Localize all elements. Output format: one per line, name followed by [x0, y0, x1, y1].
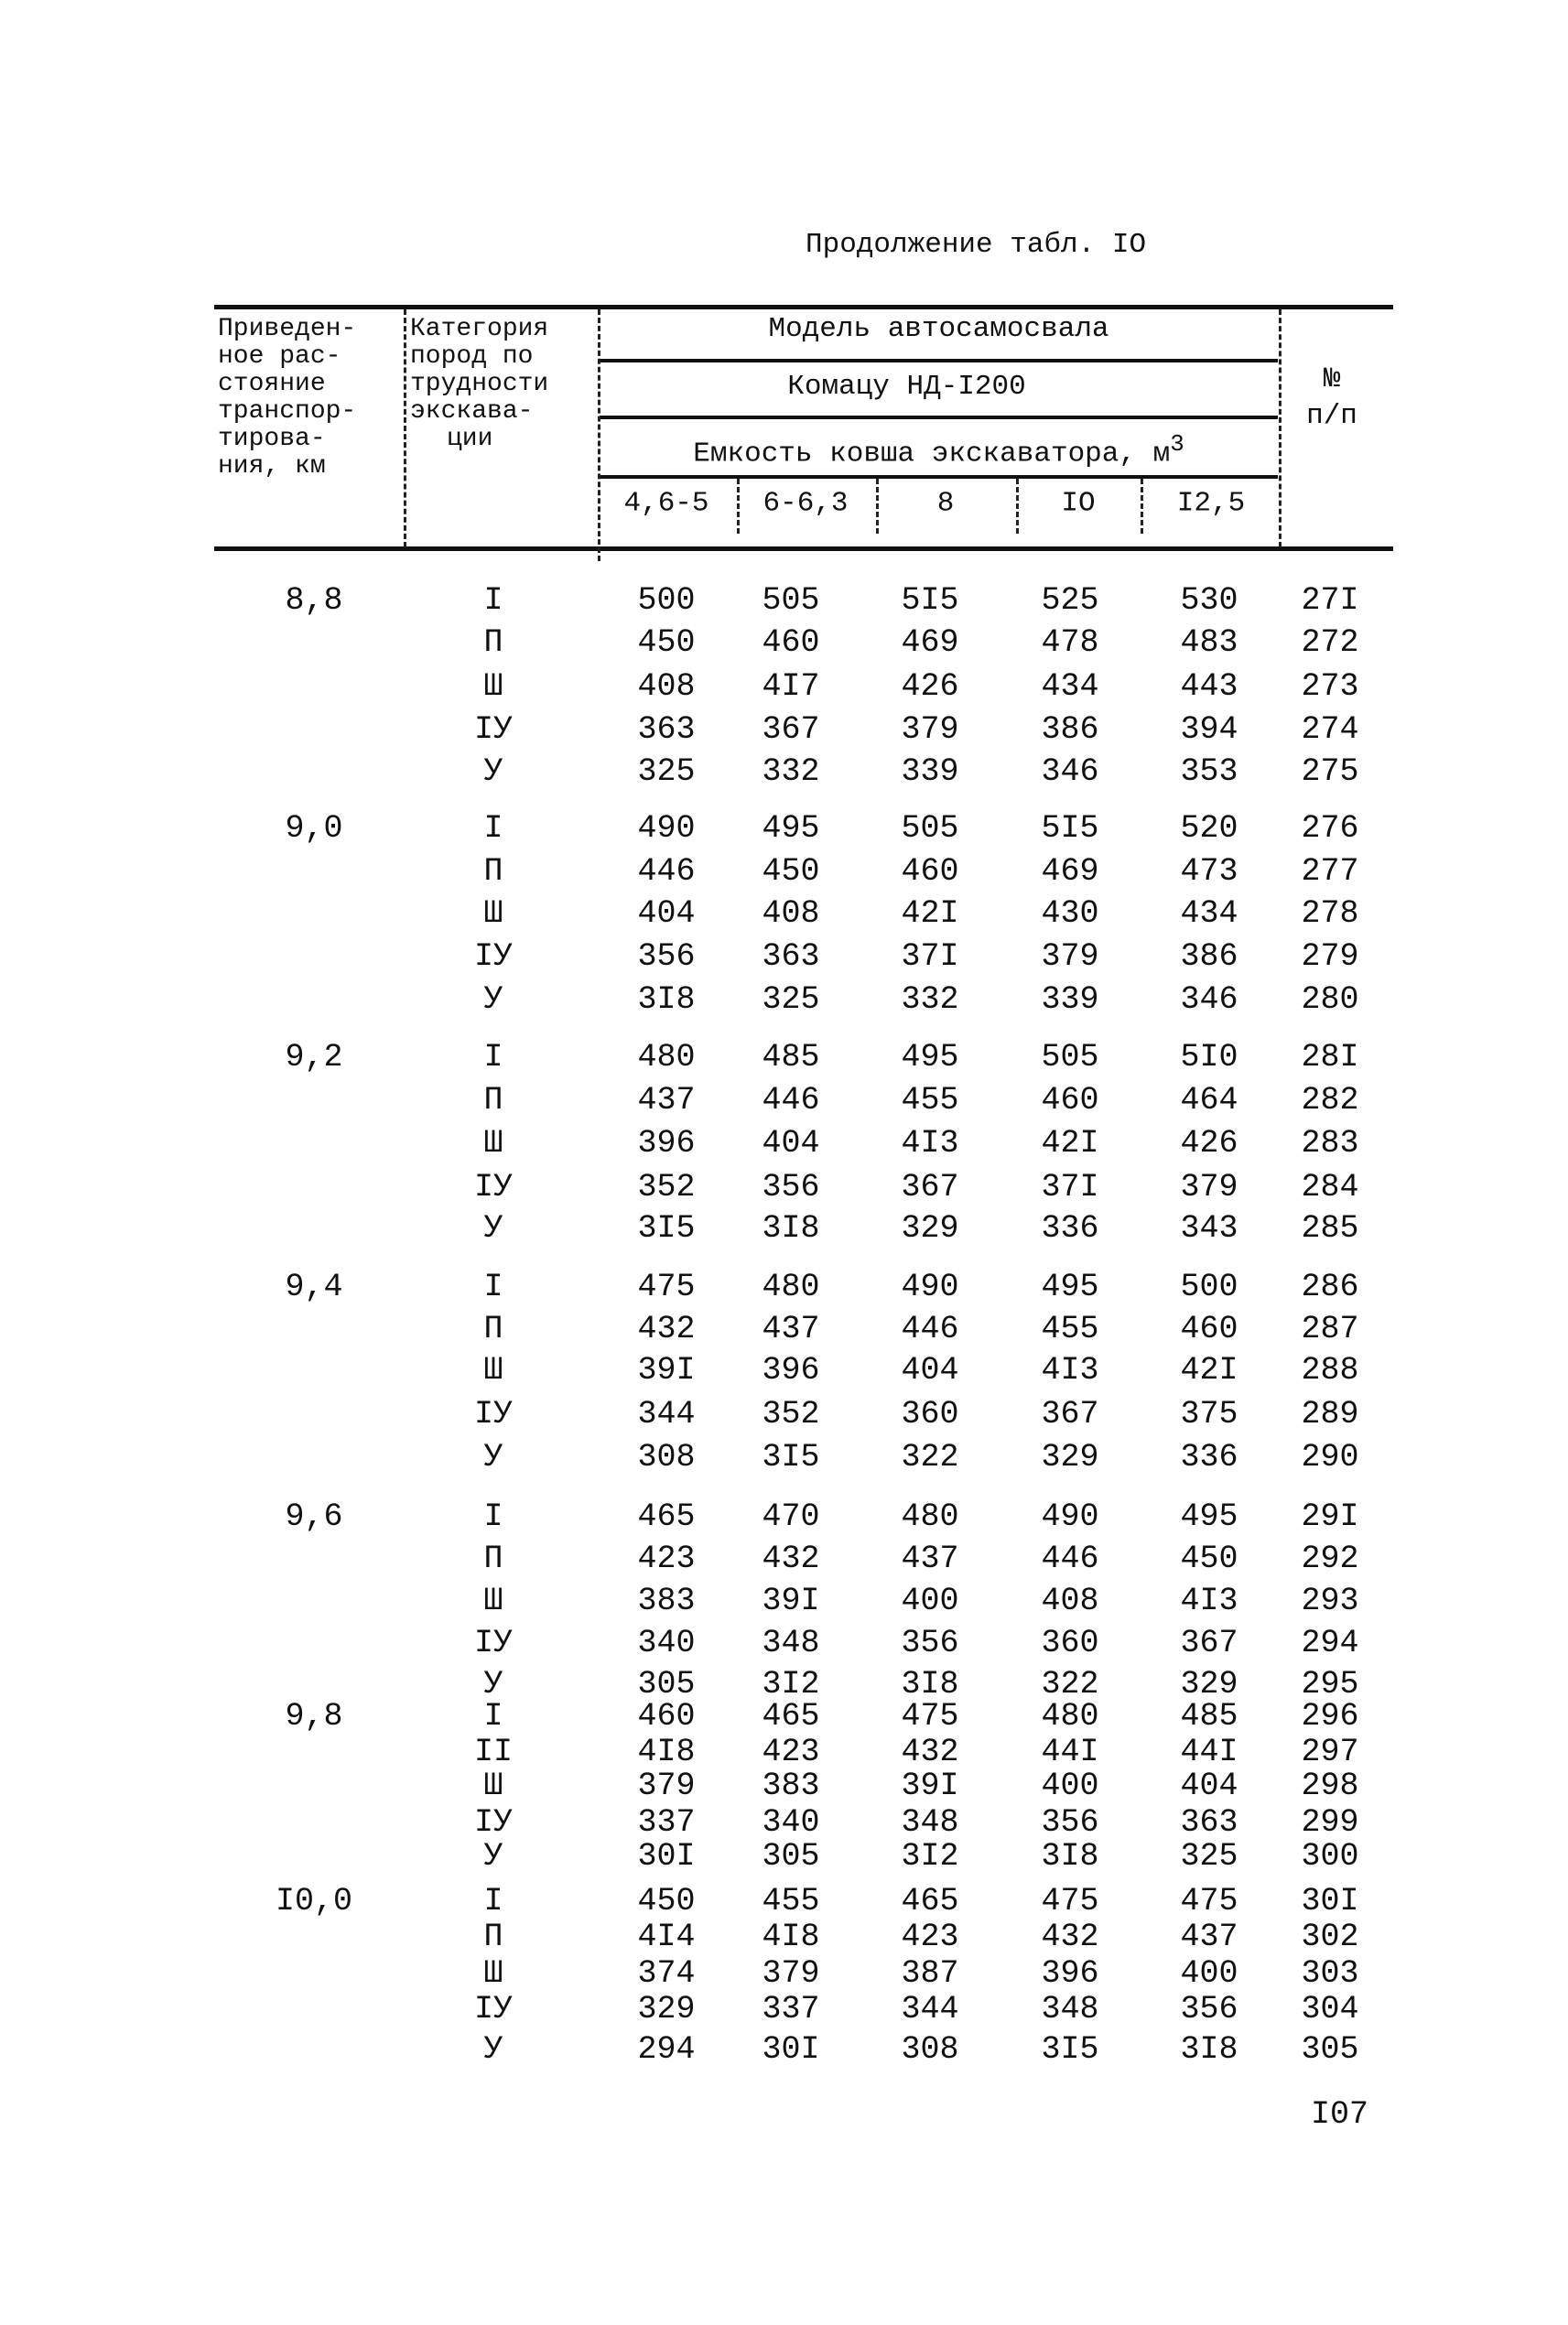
table-cell: 42I	[901, 894, 959, 932]
table-cell: 460	[637, 1697, 696, 1735]
category-value: I	[483, 582, 503, 620]
table-cell: 346	[1180, 981, 1238, 1019]
table-cell: 432	[901, 1733, 959, 1770]
row-number: 275	[1301, 752, 1359, 790]
category-value: П	[483, 624, 503, 662]
table-cell: 379	[1041, 938, 1099, 976]
category-value: П	[483, 1081, 503, 1119]
table-cell: 379	[901, 710, 959, 748]
table-cell: 5I0	[1180, 1038, 1238, 1076]
header-bucket-title	[600, 430, 1278, 468]
table-cell: 469	[901, 624, 959, 662]
category-value: IУ	[473, 710, 514, 748]
header-line: ции	[447, 425, 493, 453]
table-cell: 348	[1041, 1990, 1099, 2028]
table-cell: 363	[762, 938, 820, 976]
table-cell: 490	[1041, 1498, 1099, 1536]
category-value: У	[483, 1666, 503, 1703]
table-cell: 460	[901, 853, 959, 891]
table-cell: 404	[901, 1352, 959, 1390]
row-number: 28I	[1301, 1038, 1359, 1076]
table-cell: 325	[1180, 1838, 1238, 1876]
header-line: №	[1323, 363, 1341, 395]
table-cell: 450	[637, 1883, 696, 1920]
table-cell: 460	[1041, 1081, 1099, 1119]
bucket-size: IO	[1061, 487, 1096, 520]
column-divider	[1016, 479, 1019, 534]
table-cell: 430	[1041, 894, 1099, 932]
table-cell: 3I5	[637, 1210, 696, 1248]
row-number: 287	[1301, 1310, 1359, 1347]
table-cell: 396	[1041, 1954, 1099, 1992]
category-value: Ш	[483, 894, 503, 932]
table-cell: 367	[901, 1168, 959, 1206]
table-cell: 329	[1041, 1439, 1099, 1476]
table-cell: 339	[1041, 981, 1099, 1019]
table-cell: 400	[1041, 1768, 1099, 1805]
row-number: 296	[1301, 1697, 1359, 1735]
table-cell: 367	[762, 710, 820, 748]
table-cell: 437	[1180, 1919, 1238, 1956]
table-cell: 446	[762, 1081, 820, 1119]
table-cell: 400	[901, 1582, 959, 1619]
row-number: 305	[1301, 2030, 1359, 2068]
table-cell: 396	[762, 1352, 820, 1390]
table-cell: 423	[901, 1919, 959, 1956]
distance-value: 9,8	[285, 1697, 343, 1735]
category-value: I	[483, 1498, 503, 1536]
table-cell: 396	[637, 1125, 696, 1162]
header-line: стояние	[218, 370, 326, 398]
table-cell: 520	[1180, 809, 1238, 847]
table-cell: 30I	[637, 1838, 696, 1876]
table-cell: 383	[762, 1768, 820, 1805]
table-cell: 356	[901, 1624, 959, 1661]
table-cell: 480	[901, 1498, 959, 1536]
table-cell: 386	[1041, 710, 1099, 748]
category-value: У	[483, 2030, 503, 2068]
table-cell: 446	[637, 853, 696, 891]
table-cell: 3I8	[901, 1666, 959, 1703]
table-cell: 344	[637, 1395, 696, 1433]
table-cell: 460	[762, 624, 820, 662]
table-cell: 465	[762, 1697, 820, 1735]
table-cell: 455	[901, 1081, 959, 1119]
table-cell: 375	[1180, 1395, 1238, 1433]
row-number: 304	[1301, 1990, 1359, 2028]
table-cell: 434	[1041, 667, 1099, 705]
column-divider	[1141, 479, 1143, 534]
row-number: 299	[1301, 1803, 1359, 1841]
row-number: 302	[1301, 1919, 1359, 1956]
row-number: 283	[1301, 1125, 1359, 1162]
category-value: П	[483, 1541, 503, 1578]
table-cell: 3I8	[1180, 2030, 1238, 2068]
table-cell: 3I8	[1041, 1838, 1099, 1876]
table-cell: 30I	[762, 2030, 820, 2068]
header-rule-1	[600, 359, 1278, 362]
bucket-size: 4,6-5	[623, 487, 709, 520]
table-cell: 39I	[637, 1352, 696, 1390]
category-value: IУ	[473, 938, 514, 976]
table-cell: 344	[901, 1990, 959, 2028]
table-cell: 308	[637, 1439, 696, 1476]
row-number: 295	[1301, 1666, 1359, 1703]
distance-value: 9,0	[285, 809, 343, 847]
header-number	[1300, 362, 1364, 435]
table-cell: 469	[1041, 853, 1099, 891]
category-value: Ш	[483, 1954, 503, 1992]
row-number: 286	[1301, 1269, 1359, 1305]
row-number: 298	[1301, 1768, 1359, 1805]
column-divider	[404, 309, 406, 547]
table-cell: 353	[1180, 752, 1238, 790]
distance-value: 9,4	[285, 1269, 343, 1305]
table-cell: 42I	[1041, 1125, 1099, 1162]
table-cell: 404	[637, 894, 696, 932]
category-value: Ш	[483, 1768, 503, 1805]
row-number: 30I	[1301, 1883, 1359, 1920]
table-cell: 446	[1041, 1541, 1099, 1578]
table-cell: 356	[1041, 1803, 1099, 1841]
category-value: Ш	[483, 667, 503, 705]
table-cell: 356	[1180, 1990, 1238, 2028]
header-line: Приведен-	[218, 315, 357, 343]
category-value: У	[483, 981, 503, 1019]
header-bottom-rule	[214, 546, 1393, 551]
table-cell: 404	[762, 1125, 820, 1162]
row-number: 284	[1301, 1168, 1359, 1206]
table-cell: 450	[762, 853, 820, 891]
row-number: 303	[1301, 1954, 1359, 1992]
row-number: 280	[1301, 981, 1359, 1019]
table-cell: 386	[1180, 938, 1238, 976]
table-cell: 426	[901, 667, 959, 705]
category-value: I	[483, 1883, 503, 1920]
row-number: 277	[1301, 853, 1359, 891]
table-cell: 4I3	[1041, 1352, 1099, 1390]
header-distance	[218, 316, 356, 481]
table-cell: 432	[637, 1310, 696, 1347]
table-cell: 363	[637, 710, 696, 748]
table-cell: 437	[637, 1081, 696, 1119]
table-cell: 432	[762, 1541, 820, 1578]
table-cell: 480	[1041, 1697, 1099, 1735]
table-cell: 322	[1041, 1666, 1099, 1703]
table-cell: 443	[1180, 667, 1238, 705]
table-cell: 360	[1041, 1624, 1099, 1661]
bucket-size: 8	[936, 487, 955, 520]
category-value: IУ	[473, 1624, 514, 1661]
table-cell: 525	[1041, 582, 1099, 620]
table-cell: 4I8	[637, 1733, 696, 1770]
row-number: 289	[1301, 1395, 1359, 1433]
header-model-name: Комацу НД-I200	[787, 371, 1026, 403]
table-cell: 4I4	[637, 1919, 696, 1956]
table-cell: 37I	[1041, 1168, 1099, 1206]
table-cell: 470	[762, 1498, 820, 1536]
table-cell: 308	[901, 2030, 959, 2068]
category-value: У	[483, 1838, 503, 1876]
table-cell: 490	[637, 809, 696, 847]
table-cell: 464	[1180, 1081, 1238, 1119]
category-value: У	[483, 752, 503, 790]
table-cell: 340	[762, 1803, 820, 1841]
table-cell: 3I2	[762, 1666, 820, 1703]
table-cell: 505	[901, 809, 959, 847]
table-cell: 480	[762, 1269, 820, 1305]
category-value: IУ	[473, 1990, 514, 2028]
table-cell: 3I8	[637, 981, 696, 1019]
table-cell: 348	[762, 1624, 820, 1661]
table-cell: 356	[762, 1168, 820, 1206]
table-cell: 505	[762, 582, 820, 620]
row-number: 292	[1301, 1541, 1359, 1578]
table-cell: 352	[637, 1168, 696, 1206]
header-line: Категория	[410, 315, 549, 343]
row-number: 276	[1301, 809, 1359, 847]
table-cell: 294	[637, 2030, 696, 2068]
row-number: 29I	[1301, 1498, 1359, 1536]
row-number: 293	[1301, 1582, 1359, 1619]
table-cell: 4I8	[762, 1919, 820, 1956]
header-line: п/п	[1306, 400, 1357, 432]
table-cell: 404	[1180, 1768, 1238, 1805]
row-number: 290	[1301, 1439, 1359, 1476]
table-cell: 339	[901, 752, 959, 790]
table-cell: 437	[762, 1310, 820, 1347]
table-cell: 3I2	[901, 1838, 959, 1876]
category-value: П	[483, 1919, 503, 1956]
header-line: ния, км	[218, 452, 326, 481]
category-value: II	[473, 1733, 514, 1770]
table-cell: 475	[901, 1697, 959, 1735]
table-cell: 44I	[1041, 1733, 1099, 1770]
category-value: П	[483, 853, 503, 891]
category-value: Ш	[483, 1582, 503, 1619]
column-divider	[1279, 309, 1281, 547]
table-cell: 455	[1041, 1310, 1099, 1347]
table-cell: 367	[1041, 1395, 1099, 1433]
column-divider	[737, 479, 740, 534]
header-line: тирова-	[218, 425, 326, 453]
table-cell: 432	[1041, 1919, 1099, 1956]
table-caption: Продолжение табл. IO	[806, 229, 1147, 261]
table-cell: 322	[901, 1439, 959, 1476]
category-value: П	[483, 1310, 503, 1347]
table-cell: 490	[901, 1269, 959, 1305]
table-cell: 478	[1041, 624, 1099, 662]
row-number: 272	[1301, 624, 1359, 662]
table-cell: 39I	[762, 1582, 820, 1619]
table-cell: 473	[1180, 853, 1238, 891]
table-cell: 336	[1041, 1210, 1099, 1248]
table-cell: 423	[762, 1733, 820, 1770]
table-cell: 356	[637, 938, 696, 976]
row-number: 273	[1301, 667, 1359, 705]
table-cell: 340	[637, 1624, 696, 1661]
table-cell: 475	[637, 1269, 696, 1305]
row-number: 294	[1301, 1624, 1359, 1661]
column-divider	[876, 479, 879, 534]
table-cell: 305	[762, 1838, 820, 1876]
table-cell: 495	[1041, 1269, 1099, 1305]
bucket-unit-sup: 3	[1170, 430, 1184, 458]
table-cell: 337	[762, 1990, 820, 2028]
table-cell: 394	[1180, 710, 1238, 748]
table-cell: 500	[637, 582, 696, 620]
table-cell: 329	[1180, 1666, 1238, 1703]
table-cell: 455	[762, 1883, 820, 1920]
table-cell: 495	[1180, 1498, 1238, 1536]
row-number: 288	[1301, 1352, 1359, 1390]
table-cell: 485	[1180, 1697, 1238, 1735]
header-line: пород по	[410, 342, 534, 371]
category-value: I	[483, 1697, 503, 1735]
header-category	[410, 316, 548, 453]
table-cell: 446	[901, 1310, 959, 1347]
table-cell: 332	[762, 752, 820, 790]
table-cell: 3I8	[762, 1210, 820, 1248]
table-cell: 475	[1180, 1883, 1238, 1920]
table-cell: 37I	[901, 938, 959, 976]
distance-value: 8,8	[285, 582, 343, 620]
category-value: I	[483, 1269, 503, 1305]
table-cell: 450	[1180, 1541, 1238, 1578]
table-cell: 434	[1180, 894, 1238, 932]
header-rule-2	[600, 416, 1278, 419]
table-cell: 352	[762, 1395, 820, 1433]
page-number: I07	[1311, 2096, 1369, 2133]
table-cell: 379	[1180, 1168, 1238, 1206]
category-value: У	[483, 1439, 503, 1476]
table-cell: 4I3	[1180, 1582, 1238, 1619]
table-cell: 379	[762, 1954, 820, 1992]
table-cell: 42I	[1180, 1352, 1238, 1390]
table-cell: 3I5	[762, 1439, 820, 1476]
table-cell: 460	[1180, 1310, 1238, 1347]
category-value: Ш	[483, 1352, 503, 1390]
table-cell: 480	[637, 1038, 696, 1076]
table-cell: 343	[1180, 1210, 1238, 1248]
table-cell: 495	[762, 809, 820, 847]
table-cell: 325	[762, 981, 820, 1019]
table-cell: 408	[637, 667, 696, 705]
distance-value: 9,6	[285, 1498, 343, 1536]
table-cell: 39I	[901, 1768, 959, 1805]
table-cell: 450	[637, 624, 696, 662]
category-value: I	[483, 1038, 503, 1076]
table-cell: 408	[1041, 1582, 1099, 1619]
table-cell: 437	[901, 1541, 959, 1578]
bucket-title-text: Емкость ковша экскаватора, м	[693, 438, 1171, 470]
row-number: 282	[1301, 1081, 1359, 1119]
table-cell: 426	[1180, 1125, 1238, 1162]
table-cell: 475	[1041, 1883, 1099, 1920]
distance-value: 9,2	[285, 1038, 343, 1076]
table-cell: 483	[1180, 624, 1238, 662]
table-cell: 530	[1180, 582, 1238, 620]
table-cell: 423	[637, 1541, 696, 1578]
row-number: 27I	[1301, 582, 1359, 620]
table-cell: 400	[1180, 1954, 1238, 1992]
distance-value: I0,0	[275, 1883, 353, 1920]
table-cell: 500	[1180, 1269, 1238, 1305]
table-cell: 379	[637, 1768, 696, 1805]
row-number: 297	[1301, 1733, 1359, 1770]
header-line: экскава-	[410, 397, 534, 426]
category-value: IУ	[473, 1168, 514, 1206]
table-cell: 383	[637, 1582, 696, 1619]
header-rule-3	[600, 475, 1278, 479]
row-number: 279	[1301, 938, 1359, 976]
table-cell: 329	[901, 1210, 959, 1248]
header-model-title: Модель автосамосвала	[768, 313, 1109, 345]
table-cell: 4I3	[901, 1125, 959, 1162]
table-cell: 5I5	[1041, 809, 1099, 847]
table-cell: 336	[1180, 1439, 1238, 1476]
table-cell: 44I	[1180, 1733, 1238, 1770]
table-cell: 363	[1180, 1803, 1238, 1841]
header-line: ное рас-	[218, 342, 341, 371]
table-cell: 329	[637, 1990, 696, 2028]
table-cell: 485	[762, 1038, 820, 1076]
table-cell: 346	[1041, 752, 1099, 790]
category-value: У	[483, 1210, 503, 1248]
row-number: 274	[1301, 710, 1359, 748]
table-cell: 4I7	[762, 667, 820, 705]
category-value: IУ	[473, 1803, 514, 1841]
table-cell: 3I5	[1041, 2030, 1099, 2068]
table-cell: 505	[1041, 1038, 1099, 1076]
table-cell: 374	[637, 1954, 696, 1992]
table-cell: 387	[901, 1954, 959, 1992]
category-value: IУ	[473, 1395, 514, 1433]
bucket-size: I2,5	[1176, 487, 1246, 520]
row-number: 285	[1301, 1210, 1359, 1248]
table-cell: 367	[1180, 1624, 1238, 1661]
table-cell: 495	[901, 1038, 959, 1076]
table-cell: 408	[762, 894, 820, 932]
table-cell: 465	[637, 1498, 696, 1536]
bucket-size: 6-6,3	[762, 487, 849, 520]
row-number: 278	[1301, 894, 1359, 932]
table-top-rule	[214, 305, 1393, 309]
table-cell: 348	[901, 1803, 959, 1841]
category-value: I	[483, 809, 503, 847]
header-line: трудности	[410, 370, 549, 398]
table-cell: 332	[901, 981, 959, 1019]
table-cell: 337	[637, 1803, 696, 1841]
table-cell: 325	[637, 752, 696, 790]
table-cell: 360	[901, 1395, 959, 1433]
table-cell: 5I5	[901, 582, 959, 620]
table-cell: 465	[901, 1883, 959, 1920]
category-value: Ш	[483, 1125, 503, 1162]
header-line: транспор-	[218, 397, 357, 426]
table-cell: 305	[637, 1666, 696, 1703]
row-number: 300	[1301, 1838, 1359, 1876]
